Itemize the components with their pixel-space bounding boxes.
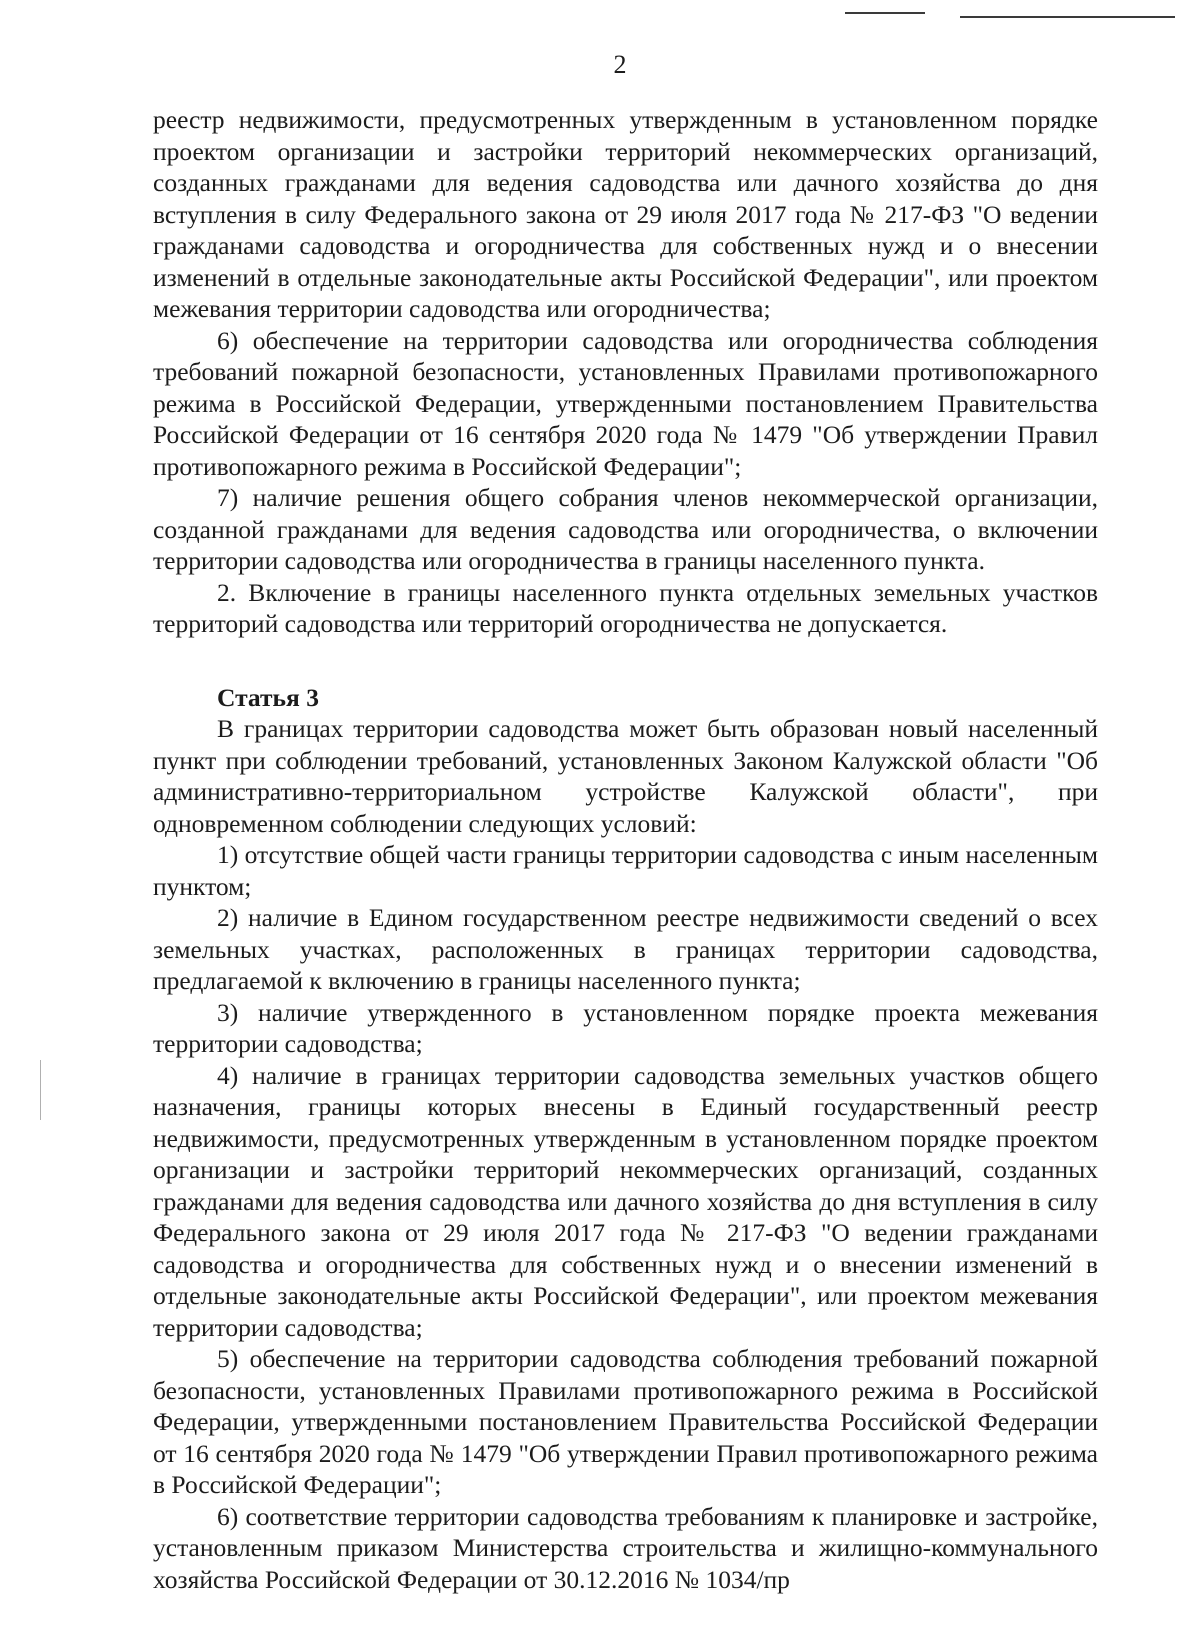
article-item-6: 6) соответствие территории садоводства требованиям к планировке и застройке, установленным приказом Министерства строительства и жилищно-коммунального хозяйства Российской Федерации от 30.12.2016 № 1034/пр	[153, 1501, 1098, 1594]
article-heading: Статья 3	[217, 682, 319, 712]
article-intro-paragraph: В границах территории садоводства может быть образован новый населенный пункт при соблюдении требований, установленных Законом Калужской области "Об административно-территориальном устройстве Калужской области", при одновременном соблюдении следующих условий:	[153, 714, 1098, 838]
article-item-2: 2) наличие в Едином государственном реестре недвижимости сведений о всех земельных участках, расположенных в границах территории садоводства, предлагаемой к включению в границы населенного пункта;	[153, 903, 1098, 995]
article-item-3: 3) наличие утвержденного в установленном порядке проекта межевания территории садоводства;	[153, 997, 1098, 1058]
paragraph-item-7: 7) наличие решения общего собрания членов некоммерческой организации, созданной гражданами для ведения садоводства или огородничества, о включении территории садоводства или огородничества в границы населенного пункта.	[153, 483, 1098, 575]
article-item-1: 1) отсутствие общей части границы территории садоводства с иным населенным пунктом;	[153, 840, 1098, 901]
document-body	[153, 104, 1098, 1595]
paragraph-item-6: 6) обеспечение на территории садоводства или огородничества соблюдения требований пожарной безопасности, установленных Правилами противопожарного режима в Российской Федерации, утвержденными постановлением Правительства Российской Федерации от 16 сентября 2020 года № 1479 "Об утверждении Правил противопожарного режима в Российской Федерации";	[153, 325, 1098, 481]
paragraph-part-2: 2. Включение в границы населенного пункта отдельных земельных участков территорий садоводства или территорий огородничества не допускается.	[153, 577, 1098, 638]
paragraph-continuation: реестр недвижимости, предусмотренных утвержденным в установленном порядке проектом организации и застройки территорий некоммерческих организаций, созданных гражданами для ведения садоводства или дачного хозяйства до дня вступления в силу Федерального закона от 29 июля 2017 года № 217-ФЗ "О ведении гражданами садоводства и огородничества для собственных нужд и о внесении изменений в отдельные законодательные акты Российской Федерации", или проектом межевания территории садоводства или огородничества;	[153, 105, 1098, 323]
scan-artifact-line	[960, 16, 1175, 18]
article-item-5: 5) обеспечение на территории садоводства соблюдения требований пожарной безопасности, установленных Правилами противопожарного режима в Российской Федерации, утвержденными постановлением Правительства Российской Федерации от 16 сентября 2020 года № 1479 "Об утверждении Правил противопожарного режима в Российской Федерации";	[153, 1344, 1098, 1499]
article-item-4: 4) наличие в границах территории садоводства земельных участков общего назначения, границы которых внесены в Единый государственный реестр недвижимости, предусмотренных утвержденным в установленном порядке проектом организации и застройки территорий некоммерческих организаций, созданных гражданами для ведения садоводства или дачного хозяйства до дня вступления в силу Федерального закона от 29 июля 2017 года № 217-ФЗ "О ведении гражданами садоводства и огородничества для собственных нужд и о внесении изменений в отдельные законодательные акты Российской Федерации", или проектом межевания территории садоводства;	[153, 1060, 1098, 1342]
page-number: 2	[613, 50, 627, 79]
scan-margin-mark	[40, 1060, 41, 1120]
scan-artifact-line	[845, 12, 925, 14]
